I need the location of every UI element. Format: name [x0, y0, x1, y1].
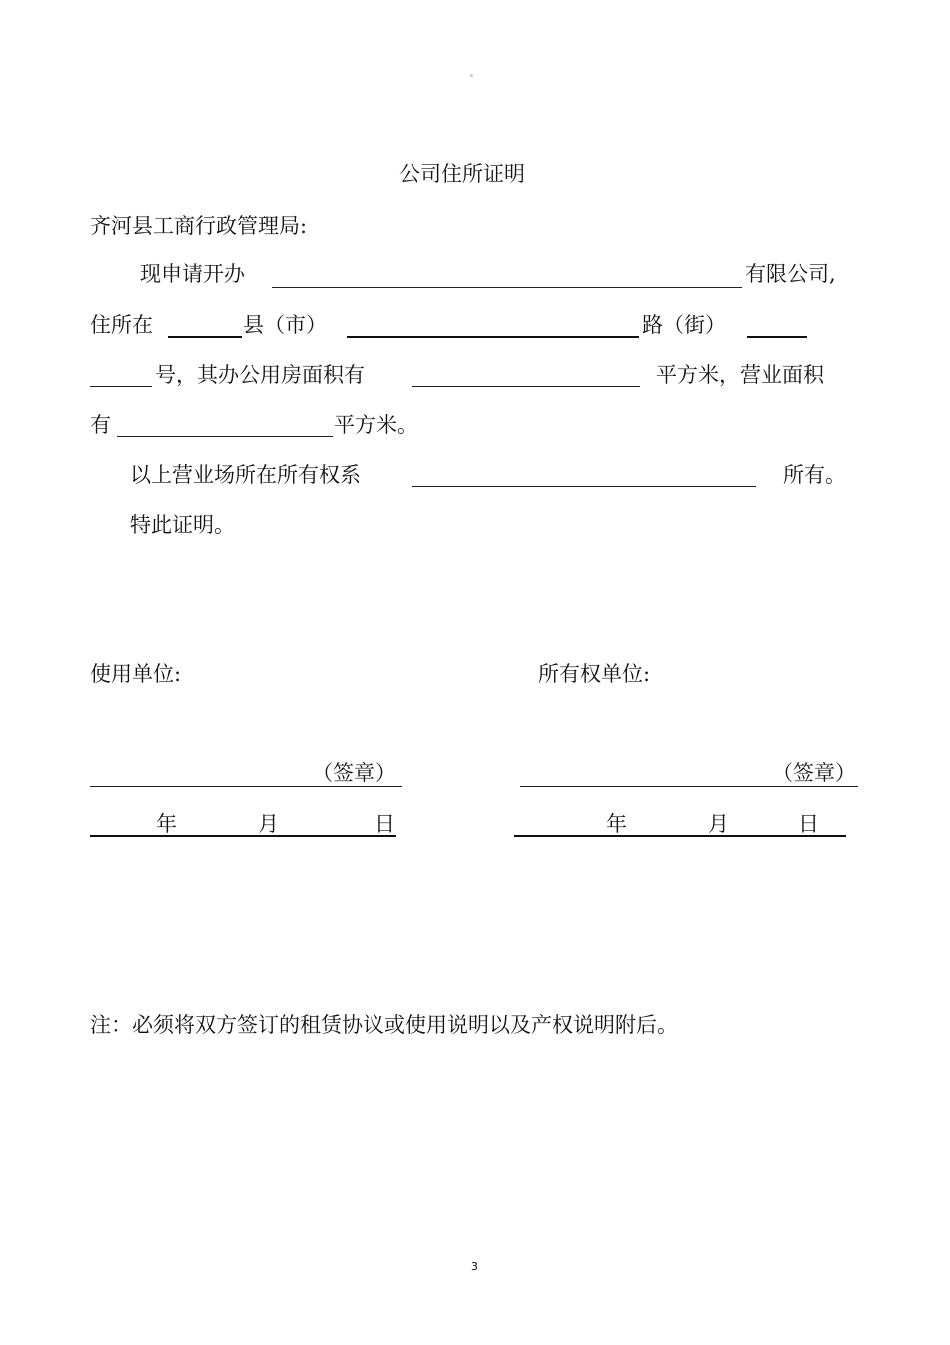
header-dot-mark — [470, 74, 473, 77]
user-unit-label: 使用单位: — [90, 662, 182, 686]
company-name-blank[interactable] — [272, 287, 742, 288]
owner-seal-line[interactable] — [520, 786, 858, 787]
sqm-business-area-text: 平方米，营业面积 — [656, 363, 824, 387]
address-label: 住所在 — [90, 313, 153, 337]
user-seal-label: （签章） — [312, 761, 396, 785]
user-date-line[interactable] — [90, 835, 396, 837]
owner-date-day: 日 — [798, 812, 819, 836]
apply-text: 现申请开办 — [140, 262, 245, 286]
ownership-text: 以上营业场所在所有权系 — [130, 463, 361, 487]
office-area-text: 号，其办公用房面积有 — [155, 363, 365, 387]
house-number-blank[interactable] — [90, 386, 152, 387]
hereby-certify-text: 特此证明。 — [130, 513, 235, 537]
page-number: 3 — [471, 1260, 478, 1273]
footnote: 注：必须将双方签订的租赁协议或使用说明以及产权说明附后。 — [90, 1013, 678, 1037]
addressee: 齐河县工商行政管理局: — [90, 214, 308, 238]
county-text: 县（市） — [243, 313, 327, 337]
owner-date-line[interactable] — [514, 835, 846, 837]
street-number-blank[interactable] — [747, 336, 807, 338]
owner-unit-label: 所有权单位: — [538, 662, 651, 686]
has-text: 有 — [90, 413, 111, 437]
user-date-day: 日 — [374, 812, 395, 836]
owner-name-blank[interactable] — [412, 486, 756, 487]
county-blank[interactable] — [168, 336, 242, 338]
business-area-blank[interactable] — [117, 436, 333, 437]
office-area-blank[interactable] — [412, 386, 640, 387]
limited-company-text: 有限公司, — [745, 262, 836, 286]
road-text: 路（街） — [642, 313, 726, 337]
user-seal-line[interactable] — [90, 786, 402, 787]
sqm-text: 平方米。 — [334, 413, 418, 437]
user-date-month: 月 — [258, 812, 279, 836]
road-blank[interactable] — [347, 336, 639, 338]
document-title: 公司住所证明 — [399, 162, 525, 186]
user-date-year: 年 — [156, 812, 177, 836]
owner-seal-label: （签章） — [772, 761, 856, 785]
owner-date-month: 月 — [708, 812, 729, 836]
owned-text: 所有。 — [783, 463, 846, 487]
owner-date-year: 年 — [606, 812, 627, 836]
